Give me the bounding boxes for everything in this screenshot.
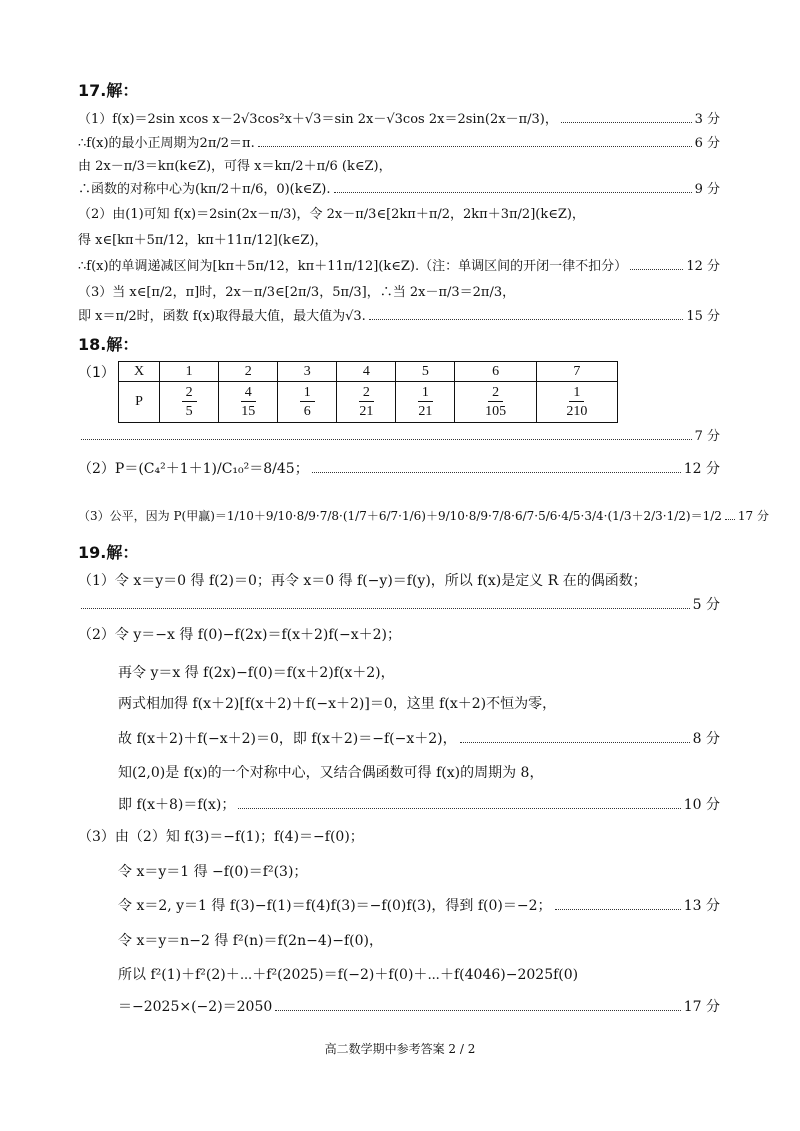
q19-line xyxy=(118,964,720,986)
numerator: 2 xyxy=(488,385,503,402)
x-value-cell: 3 xyxy=(278,362,337,382)
q19-line xyxy=(118,930,720,952)
numerator: 2 xyxy=(182,385,197,402)
p-value-cell xyxy=(536,382,617,423)
q17-line xyxy=(78,158,720,176)
x-value-cell: 4 xyxy=(337,362,396,382)
score: 12 分 xyxy=(683,461,720,477)
leader-dots xyxy=(725,518,735,520)
page-footer: 高二数学期中参考答案 2 / 2 xyxy=(324,1042,476,1056)
numerator: 1 xyxy=(418,385,433,402)
leader-dots xyxy=(561,121,692,123)
q18-part2-text: （2）P＝(C₄²＋1＋1)/C₁₀²＝8/45； xyxy=(78,461,309,477)
score: 3 分 xyxy=(694,112,720,127)
fraction xyxy=(485,385,506,420)
q19-line xyxy=(118,693,720,715)
fraction xyxy=(418,385,433,420)
solution-text: ＝−2025×(−2)＝2050 xyxy=(118,999,273,1015)
q17-line xyxy=(78,232,720,250)
leader-dots xyxy=(258,145,692,147)
x-value-cell: 6 xyxy=(455,362,536,382)
denominator: 6 xyxy=(303,403,311,419)
score: 7 分 xyxy=(694,429,720,444)
q18-part3 xyxy=(78,507,770,525)
solution-text: ∴f(x)的单调递减区间为[kπ＋5π/12，kπ＋11π/12](k∈Z).（注：单调区间的开闭一律不扣分） xyxy=(78,259,628,274)
score: 13 分 xyxy=(683,898,720,914)
q18-part1-label: （1） xyxy=(78,365,115,381)
score: 5 分 xyxy=(692,597,720,613)
denominator: 5 xyxy=(185,403,193,419)
leader-dots xyxy=(460,741,690,743)
q19-line xyxy=(118,662,720,684)
q19-heading: 19.解： xyxy=(78,543,139,562)
score: 12 分 xyxy=(686,259,720,274)
leader-dots xyxy=(334,191,692,193)
denominator: 21 xyxy=(418,403,433,419)
x-value-cell: 7 xyxy=(536,362,617,382)
score: 10 分 xyxy=(683,797,720,813)
q19-line xyxy=(118,728,720,750)
solution-text: 令 x＝y＝1 得 −f(0)＝f²(3)； xyxy=(118,864,308,880)
solution-text: （1）令 x＝y＝0 得 f(2)＝0；再令 x＝0 得 f(−y)＝f(y)，所以 f(x)是定义 R 在的偶函数； xyxy=(78,573,647,589)
q19-line xyxy=(118,861,720,883)
x-value-cell: 1 xyxy=(160,362,219,382)
q18-part2 xyxy=(78,458,720,480)
score: 8 分 xyxy=(692,731,720,747)
q17-line xyxy=(78,284,720,302)
q17-line xyxy=(78,135,720,153)
numerator: 1 xyxy=(300,385,315,402)
solution-text: 令 x＝2, y＝1 得 f(3)−f(1)＝f(4)f(3)＝−f(0)f(3)，得到 f(0)＝−2； xyxy=(118,898,552,914)
x-value-cell: 5 xyxy=(396,362,455,382)
q19-line xyxy=(118,762,720,784)
q19-line xyxy=(78,570,720,592)
solution-text: （3）由（2）知 f(3)＝−f(1)；f(4)＝−f(0)； xyxy=(78,829,364,845)
fraction xyxy=(241,385,256,420)
numerator: 1 xyxy=(569,385,584,402)
solution-text: （2）令 y＝−x 得 f(0)−f(2x)＝f(x＋2)f(−x＋2)； xyxy=(78,627,401,643)
q18-part1-score-line xyxy=(78,428,720,446)
q19-line xyxy=(78,594,720,616)
q19-line xyxy=(118,996,720,1018)
fraction xyxy=(566,385,587,420)
q17-line xyxy=(78,206,720,224)
numerator: 2 xyxy=(359,385,374,402)
leader-dots xyxy=(555,908,681,910)
x-value-cell: 2 xyxy=(219,362,278,382)
solution-text: （2）由(1)可知 f(x)＝2sin(2x－π/3)，令 2x－π/3∈[2kπ＋π/2，2kπ＋3π/2](k∈Z)， xyxy=(78,207,585,222)
x-row-label: X xyxy=(119,362,160,382)
solution-text: 即 f(x＋8)＝f(x)； xyxy=(118,797,236,813)
q17-line xyxy=(78,258,720,276)
p-value-cell xyxy=(337,382,396,423)
q19-line xyxy=(78,624,720,646)
fraction xyxy=(182,385,197,420)
leader-dots xyxy=(312,471,681,473)
score: 9 分 xyxy=(694,182,720,197)
leader-dots xyxy=(630,268,683,270)
p-value-cell xyxy=(160,382,219,423)
q17-heading: 17.解： xyxy=(78,81,139,100)
score: 6 分 xyxy=(694,136,720,151)
q19-line xyxy=(118,895,720,917)
solution-text: 由 2x－π/3＝kπ(k∈Z)，可得 x＝kπ/2＋π/6 (k∈Z)， xyxy=(78,159,392,174)
solution-text: ∴函数的对称中心为(kπ/2＋π/6，0)(k∈Z). xyxy=(78,182,331,197)
score: 17 分 xyxy=(683,999,720,1015)
solution-text: 所以 f²(1)＋f²(2)＋⋯＋f²(2025)＝f(−2)＋f(0)＋⋯＋f(4046)−2025f(0) xyxy=(118,967,579,983)
denominator: 210 xyxy=(566,403,588,419)
score: 15 分 xyxy=(686,309,720,324)
leader-dots xyxy=(81,438,692,440)
q19-line xyxy=(78,826,720,848)
p-value-cell xyxy=(396,382,455,423)
solution-text: （1）f(x)＝2sin xcos x－2√3cos²x＋√3＝sin 2x－√3cos 2x＝2sin(2x－π/3)， xyxy=(78,112,558,127)
p-value-cell xyxy=(219,382,278,423)
solution-text: 知(2,0)是 f(x)的一个对称中心，又结合偶函数可得 f(x)的周期为 8， xyxy=(118,765,544,781)
solution-text: （3）当 x∈[π/2，π]时，2x－π/3∈[2π/3，5π/3]，∴当 2x－π/3＝2π/3， xyxy=(78,285,516,300)
solution-text: ∴f(x)的最小正周期为2π/2＝π. xyxy=(78,136,255,151)
leader-dots xyxy=(81,607,690,609)
distribution-table xyxy=(118,361,618,423)
solution-text: 再令 y＝x 得 f(2x)−f(0)＝f(x＋2)f(x＋2)， xyxy=(118,665,395,681)
p-row-label: P xyxy=(119,382,160,423)
leader-dots xyxy=(238,807,680,809)
fraction xyxy=(300,385,315,420)
p-value-cell xyxy=(455,382,536,423)
q18-heading: 18.解： xyxy=(78,335,139,354)
numerator: 4 xyxy=(241,385,256,402)
score: 17 分 xyxy=(737,509,770,523)
solution-text: 两式相加得 f(x＋2)[f(x＋2)＋f(−x＋2)]＝0，这里 f(x＋2)不恒为零， xyxy=(118,696,557,712)
denominator: 105 xyxy=(485,403,507,419)
q18-part3-text: （3）公平，因为 P(甲赢)＝1/10＋9/10·8/9·7/8·(1/7＋6/7·1/6)＋9/10·8/9·7/8·6/7·5/6·4/5·3/4·(1/3＋2/3·1/2)＝1/2 xyxy=(78,509,722,523)
p-value-cell xyxy=(278,382,337,423)
solution-text: 即 x＝π/2时，函数 f(x)取得最大值，最大值为√3. xyxy=(78,309,366,324)
solution-text: 得 x∈[kπ＋5π/12，kπ＋11π/12](k∈Z)， xyxy=(78,233,328,248)
fraction xyxy=(359,385,374,420)
solution-text: 故 f(x＋2)＋f(−x＋2)＝0，即 f(x＋2)＝−f(−x＋2)， xyxy=(118,731,457,747)
q17-line xyxy=(78,111,720,129)
leader-dots xyxy=(275,1009,680,1011)
q17-line xyxy=(78,308,720,326)
q17-line xyxy=(78,181,720,199)
denominator: 21 xyxy=(359,403,374,419)
denominator: 15 xyxy=(241,403,256,419)
leader-dots xyxy=(369,318,684,320)
q19-line xyxy=(118,794,720,816)
solution-text: 令 x＝y＝n−2 得 f²(n)＝f(2n−4)−f(0)， xyxy=(118,933,383,949)
